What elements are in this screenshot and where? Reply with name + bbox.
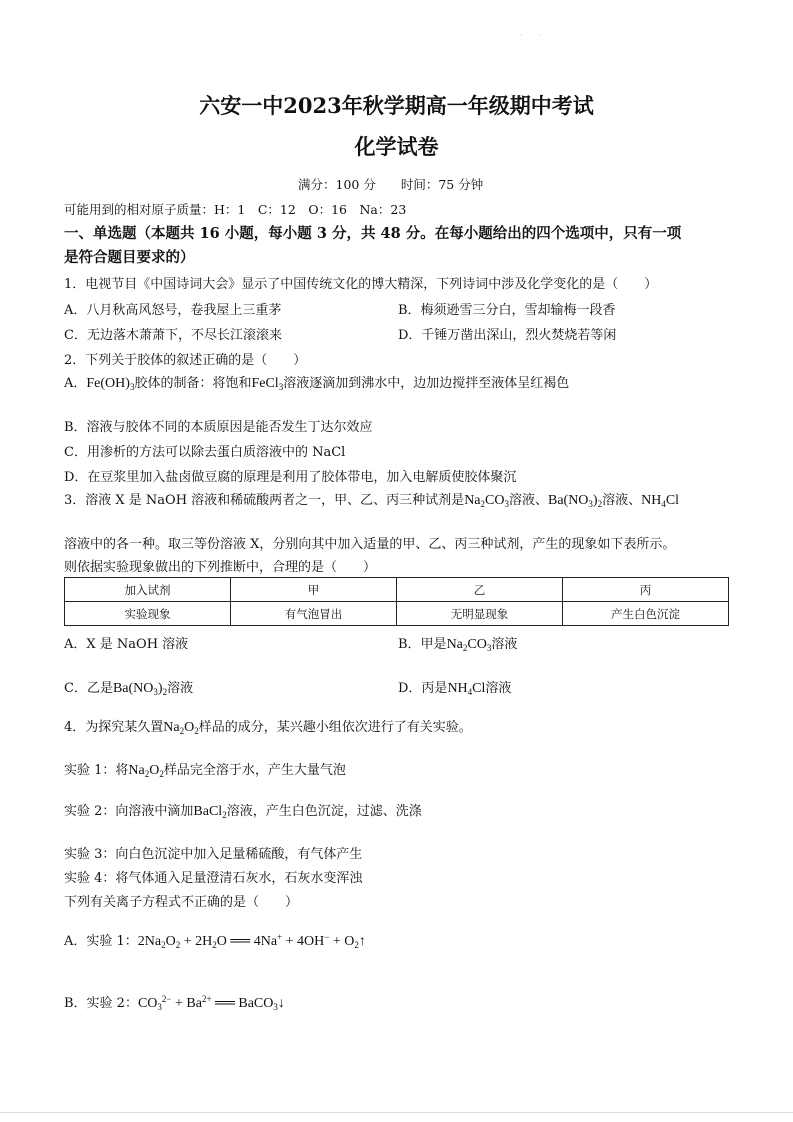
q1-option-c: C．无边落木萧萧下，不尽长江滚滚来 bbox=[64, 328, 282, 343]
q3-option-a: A．X 是 NaOH 溶液 bbox=[64, 637, 189, 652]
q4-exp1-suffix: 样品完全溶于水，产生大量气泡 bbox=[163, 763, 346, 778]
formula-ba-no3-2: $Ba(NO_3)_2$ bbox=[112, 681, 168, 697]
table-cell: 加入试剂 bbox=[65, 578, 231, 602]
q3-line2: 溶液中的各一种。取三等份溶液 X，分别向其中加入适量的甲、乙、丙三种试剂，产生的现象如下表所示。 bbox=[64, 537, 676, 552]
q1-stem: 1．电视节目《中国诗词大会》显示了中国传统文化的博大精深，下列诗词中涉及化学变化的是（ ） bbox=[64, 277, 658, 292]
page-bottom-divider bbox=[0, 1112, 793, 1113]
q2-option-a bbox=[64, 372, 569, 392]
exam-title: 六安一中2023年秋学期高一年级期中考试 bbox=[199, 93, 594, 118]
q1-option-b: B．梅须逊雪三分白，雪却输梅一段香 bbox=[398, 303, 616, 318]
q3-option-c bbox=[64, 677, 193, 697]
table-cell: 产生白色沉淀 bbox=[563, 602, 729, 626]
q4-stem bbox=[64, 716, 472, 736]
table-cell: 乙 bbox=[397, 578, 563, 602]
q4-option-b bbox=[64, 992, 285, 1012]
q3-line3: 则依据实验现象做出的下列推断中，合理的是（ ） bbox=[64, 560, 377, 575]
q4-exp1-prefix: 实验 1：将 bbox=[64, 763, 129, 778]
q3-b-suffix: 溶液 bbox=[491, 637, 518, 652]
q3-stem bbox=[64, 489, 679, 509]
table-row bbox=[65, 602, 729, 626]
q3-option-d bbox=[398, 677, 511, 697]
q3-c-prefix: C．乙是 bbox=[64, 681, 113, 696]
equation-na2o2-water: $2Na_2O_2 + 2H_2O$ ══ $4Na^+ + 4OH^- + O_2↑$ bbox=[137, 932, 366, 950]
formula-ba-no3-2: $Ba(NO_3)_2$ bbox=[547, 493, 603, 509]
formula-bacl2: BaCl$_2$ bbox=[193, 804, 227, 820]
q2-a-prefix: A． bbox=[64, 376, 87, 391]
q3-d-prefix: D．丙是 bbox=[398, 681, 448, 696]
q2-option-d: D．在豆浆里加入盐卤做豆腐的原理是利用了胶体带电，加入电解质使胶体聚沉 bbox=[64, 470, 517, 485]
formula-nh4cl: $NH_4Cl$ bbox=[447, 681, 486, 697]
q2-a-mid: 胶体的制备：将饱和 bbox=[134, 376, 252, 391]
section-heading-line1: 一、单选题（本题共 16 小题，每小题 3 分，共 48 分。在每小题给出的四个选项中，只有一项 bbox=[64, 225, 682, 242]
formula-na2co3: $Na_2CO_3$ bbox=[464, 493, 509, 509]
table-row bbox=[65, 578, 729, 602]
formula-fe-oh-3: $Fe(OH)_3$ bbox=[86, 376, 135, 392]
table-cell: 甲 bbox=[231, 578, 397, 602]
q4-exp2-prefix: 实验 2：向溶液中滴加 bbox=[64, 804, 194, 819]
q1-option-a: A．八月秋高风怒号，卷我屋上三重茅 bbox=[64, 303, 282, 318]
q4-exp4: 实验 4：将气体通入足量澄清石灰水，石灰水变浑浊 bbox=[64, 871, 363, 886]
q3-stem-part1: 3．溶液 X 是 NaOH 溶液和稀硫酸两者之一，甲、乙、丙三种试剂是 bbox=[64, 493, 465, 508]
q2-option-c: C．用渗析的方法可以除去蛋白质溶液中的 NaCl bbox=[64, 445, 346, 460]
q4-a-prefix: A．实验 1： bbox=[64, 934, 138, 949]
q3-b-prefix: B．甲是 bbox=[398, 637, 447, 652]
formula-na2o2: $Na_2O_2$ bbox=[163, 720, 199, 736]
q2-a-rest: 溶液逐滴加到沸水中，边加边搅拌至液体呈红褐色 bbox=[283, 376, 570, 391]
q4-b-prefix: B．实验 2： bbox=[64, 996, 138, 1011]
q3-d-suffix: 溶液 bbox=[485, 681, 512, 696]
q1-option-d: D．千锤万凿出深山，烈火焚烧若等闲 bbox=[398, 328, 617, 343]
table-cell: 实验现象 bbox=[65, 602, 231, 626]
q4-exp2 bbox=[64, 800, 422, 820]
q3-option-b bbox=[398, 633, 517, 653]
exam-subtitle: 化学试卷 bbox=[354, 134, 439, 159]
q3-stem-part2: 溶液、 bbox=[508, 493, 548, 508]
q4-exp3: 实验 3：向白色沉淀中加入足量稀硫酸，有气体产生 bbox=[64, 847, 363, 862]
formula-fecl3: FeCl$_3$ bbox=[251, 376, 284, 392]
scan-marks: · · bbox=[520, 31, 542, 40]
q4-exp2-suffix: 溶液，产生白色沉淀，过滤、洗涤 bbox=[226, 804, 422, 819]
q2-stem: 2．下列关于胶体的叙述正确的是（ ） bbox=[64, 353, 307, 368]
q2-option-b: B．溶液与胶体不同的本质原因是能否发生丁达尔效应 bbox=[64, 420, 373, 435]
q4-question: 下列有关离子方程式不正确的是（ ） bbox=[64, 895, 299, 910]
formula-nh4cl: $NH_4Cl$ bbox=[641, 493, 680, 509]
table-cell: 丙 bbox=[563, 578, 729, 602]
section-heading-line2: 是符合题目要求的） bbox=[64, 249, 195, 266]
q4-option-a bbox=[64, 930, 366, 950]
q4-stem-suffix: 样品的成分，某兴趣小组依次进行了有关实验。 bbox=[198, 720, 472, 735]
observation-table bbox=[64, 577, 729, 626]
atomic-masses: 可能用到的相对原子质量：H：1 C：12 O：16 Na：23 bbox=[64, 202, 407, 217]
table-cell: 无明显现象 bbox=[397, 602, 563, 626]
q3-stem-part3: 溶液、 bbox=[602, 493, 642, 508]
q4-exp1 bbox=[64, 759, 346, 779]
score-and-time: 满分：100 分 时间：75 分钟 bbox=[298, 177, 484, 192]
table-cell: 有气泡冒出 bbox=[231, 602, 397, 626]
q4-stem-prefix: 4．为探究某久置 bbox=[64, 720, 164, 735]
equation-baco3-precipitation: $CO_3^{2-} + Ba^{2+}$ ══ BaCO$_3$↓ bbox=[137, 994, 285, 1012]
formula-na2o2: $Na_2O_2$ bbox=[128, 763, 164, 779]
q3-c-suffix: 溶液 bbox=[167, 681, 194, 696]
formula-na2co3: $Na_2CO_3$ bbox=[446, 637, 492, 653]
